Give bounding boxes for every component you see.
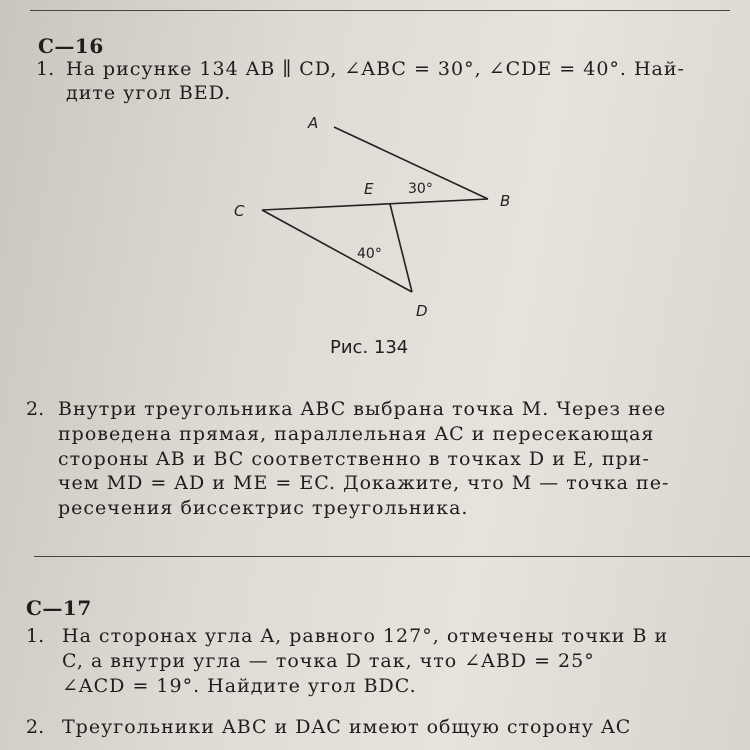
problem-number-s17-2: 2. bbox=[26, 716, 45, 738]
section-divider bbox=[34, 556, 750, 557]
problem-text-line: проведена прямая, параллельная AC и пересекающая bbox=[58, 423, 655, 445]
label-e: E bbox=[364, 180, 374, 198]
problem-text-line: Внутри треугольника ABC выбрана точка M. Через нее bbox=[58, 398, 667, 420]
problem-text-line: На сторонах угла A, равного 127°, отмечены точки B и bbox=[62, 625, 669, 647]
problem-text-line: дите угол BED. bbox=[66, 82, 232, 104]
problem-number-s16-1: 1. bbox=[36, 58, 55, 80]
label-b: B bbox=[500, 192, 511, 210]
segment-cd bbox=[262, 210, 412, 292]
problem-text-line: На рисунке 134 AB ∥ CD, ∠ABC = 30°, ∠CDE = 40°. Най- bbox=[66, 58, 685, 80]
problem-text-line: Треугольники ABC и DAC имеют общую сторону AC bbox=[62, 716, 632, 738]
section-header-s16: С—16 bbox=[38, 34, 104, 58]
label-a: A bbox=[308, 114, 319, 132]
problem-text-line: стороны AB и BC соответственно в точках D и E, при- bbox=[58, 448, 650, 470]
figure-caption: Рис. 134 bbox=[330, 337, 409, 358]
problem-number-s17-1: 1. bbox=[26, 625, 45, 647]
angle-label-d: 40° bbox=[357, 246, 382, 262]
top-divider bbox=[30, 10, 730, 11]
problem-number-s16-2: 2. bbox=[26, 398, 45, 420]
figure-134 bbox=[220, 112, 520, 322]
section-header-s17: С—17 bbox=[26, 596, 92, 620]
problem-text-line: ∠ACD = 19°. Найдите угол BDC. bbox=[62, 675, 417, 697]
label-d: D bbox=[416, 302, 428, 320]
segment-ed bbox=[390, 204, 412, 292]
problem-text-line: C, а внутри угла — точка D так, что ∠ABD = 25° bbox=[62, 650, 595, 672]
label-c: C bbox=[234, 202, 245, 220]
problem-text-line: ресечения биссектрис треугольника. bbox=[58, 497, 469, 519]
angle-label-b: 30° bbox=[408, 181, 433, 197]
segment-bc bbox=[262, 199, 488, 210]
problem-text-line: чем MD = AD и ME = EC. Докажите, что M — точка пе- bbox=[58, 472, 670, 494]
